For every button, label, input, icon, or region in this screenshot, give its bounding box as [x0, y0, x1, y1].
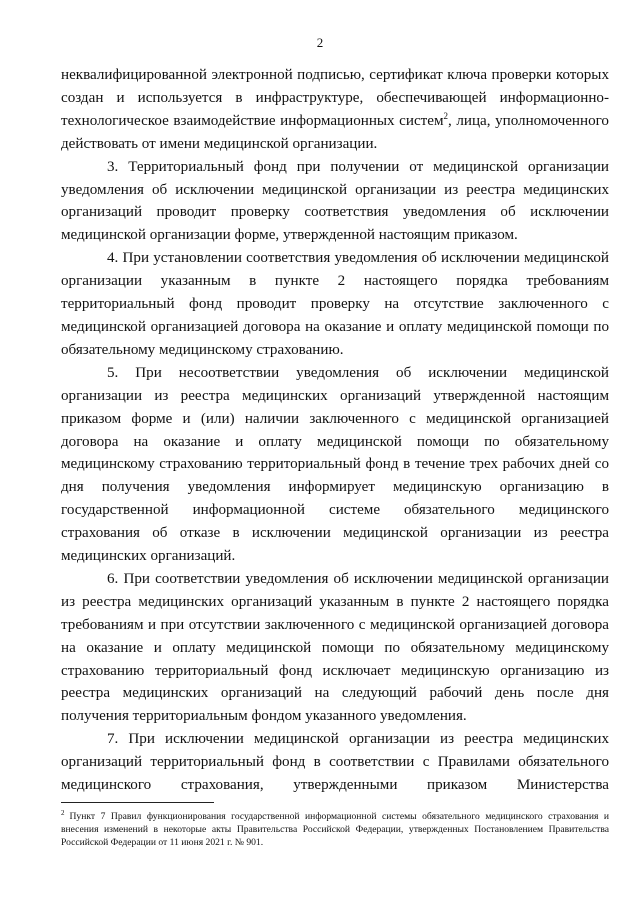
footnote-text: Пункт 7 Правил функционирования государственной информационной системы обязательного медицинского страхования и внесения изменений в некоторые акты Правительства Российской Федерации, утвержденных Постановлением Правительства Российской Федерации от 11 июня 2021 г. № 901.: [61, 811, 609, 848]
footnote-separator: [61, 802, 214, 803]
paragraph-item-7: 7. При исключении медицинской организации из реестра медицинских организаций территориальный фонд в соответствии с Правилами обязательного медицинского страхования, утвержденными приказом Министерства: [61, 731, 609, 794]
paragraph-text-tail: , лица, уполномоченного действовать от имени медицинской организации.: [61, 112, 609, 152]
body-text: [61, 64, 609, 797]
paragraph-text: неквалифицированной электронной подписью, сертификат ключа проверки которых создан и используется в инфраструктуре, обеспечивающей информационно-технологическое взаимодействие информационных систем: [61, 67, 609, 129]
paragraph-item-3: 3. Территориальный фонд при получении от медицинской организации уведомления об исключении медицинской организации из реестра медицинских организаций проводит проверку соответствия уведомления об исключении медицинской организации форме, утвержденной настоящим приказом.: [61, 158, 609, 244]
page-number: 2: [316, 35, 324, 50]
footnote: [61, 810, 609, 849]
paragraph-item-4: 4. При установлении соответствия уведомления об исключении медицинской организации указанным в пункте 2 настоящего порядка требованиям территориальный фонд проводит проверку на отсутствие заключенного с медицинской организацией договора на оказание и оплату медицинской помощи по обязательному медицинскому страхованию.: [61, 250, 609, 358]
paragraph-continuation: [61, 64, 609, 156]
footnote-reference: 2: [443, 110, 448, 121]
footnote-mark: 2: [61, 808, 65, 817]
paragraph-item-5: 5. При несоответствии уведомления об исключении медицинской организации из реестра медицинских организаций утвержденной настоящим приказом форме и (или) наличии заключенного с медицинской организацией договора на оказание и оплату медицинской помощи по обязательному медицинскому страхованию территориальный фонд в течение трех рабочих дней со дня получения уведомления информирует медицинскую организацию в государственной информационной системе обязательного медицинского страхования об отказе в исключении медицинской организации из реестра медицинских организаций.: [61, 364, 609, 565]
paragraph-item-6: 6. При соответствии уведомления об исключении медицинской организации из реестра медицинских организаций указанным в пункте 2 настоящего порядка требованиям и при отсутствии заключенного с медицинской организацией договора на оказание и оплату медицинской помощи по обязательному медицинскому страхованию территориальный фонд исключает медицинскую организацию из реестра медицинских организаций на следующий рабочий день после дня получения территориальным фондом указанного уведомления.: [61, 570, 609, 725]
